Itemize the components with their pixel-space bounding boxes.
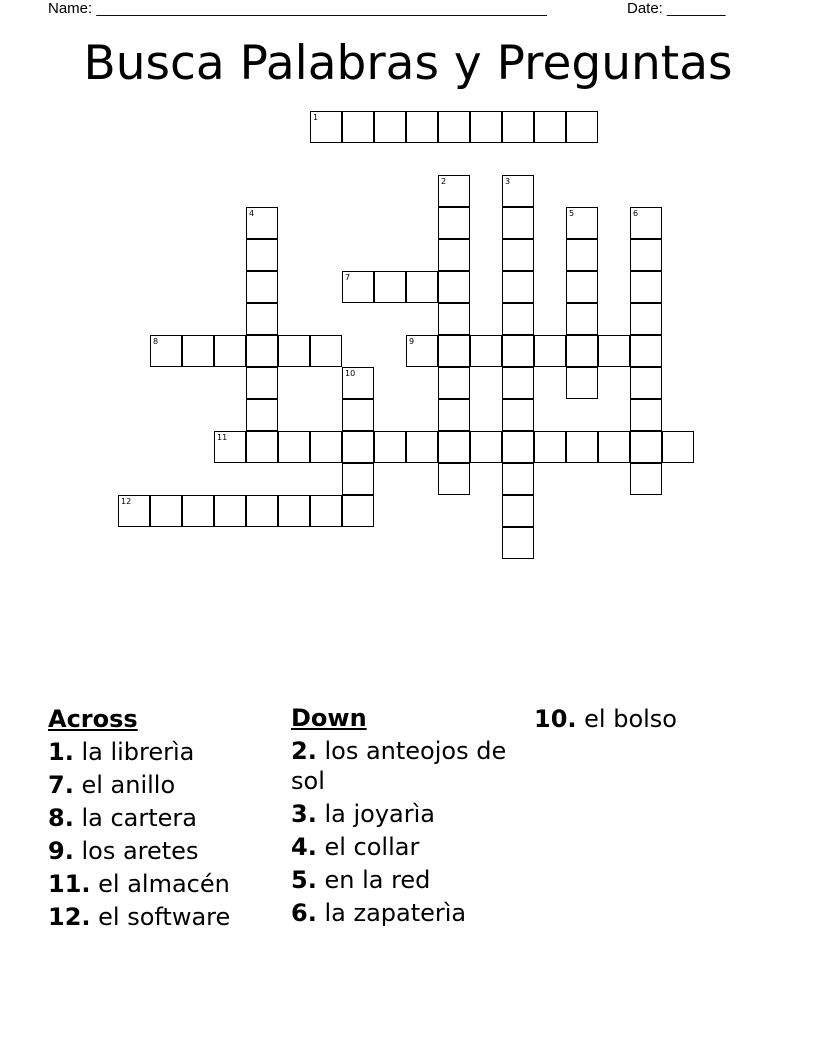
grid-cell[interactable]	[406, 431, 438, 463]
grid-cell[interactable]	[310, 335, 342, 367]
grid-cell[interactable]	[214, 431, 246, 463]
clue-text: el almacén	[98, 870, 230, 898]
clue-across-12	[48, 901, 284, 934]
cell-number: 6	[633, 209, 639, 218]
cell-number: 8	[153, 337, 159, 346]
grid-cell[interactable]	[566, 271, 598, 303]
clue-text: la zapaterìa	[324, 899, 467, 927]
grid-cell[interactable]	[310, 495, 342, 527]
grid-cell[interactable]	[438, 303, 470, 335]
grid-cell[interactable]	[534, 431, 566, 463]
grid-cell[interactable]	[438, 207, 470, 239]
grid-cell[interactable]	[534, 335, 566, 367]
grid-cell[interactable]	[566, 335, 598, 367]
grid-cell[interactable]	[502, 303, 534, 335]
clue-text: la joyarìa	[324, 800, 435, 828]
grid-cell[interactable]	[118, 495, 150, 527]
clue-across-7	[48, 769, 284, 802]
grid-cell[interactable]	[246, 399, 278, 431]
clue-number: 2.	[291, 737, 317, 765]
cell-number: 2	[441, 177, 447, 186]
cell-number: 3	[505, 177, 511, 186]
grid-cell[interactable]	[214, 335, 246, 367]
grid-cell[interactable]	[246, 335, 278, 367]
clue-text: el bolso	[584, 705, 677, 733]
clue-down-3	[291, 799, 527, 829]
clue-number: 5.	[291, 866, 317, 894]
across-clues	[48, 703, 284, 934]
grid-cell[interactable]	[342, 431, 374, 463]
cell-number: 11	[217, 433, 228, 442]
clue-text: el software	[98, 903, 231, 931]
grid-cell[interactable]	[630, 271, 662, 303]
grid-cell[interactable]	[438, 175, 470, 207]
grid-cell[interactable]	[246, 303, 278, 335]
grid-cell[interactable]	[374, 431, 406, 463]
grid-cell[interactable]	[502, 527, 534, 559]
cell-number: 12	[121, 497, 132, 506]
grid-cell[interactable]	[630, 431, 662, 463]
grid-cell[interactable]	[502, 431, 534, 463]
grid-cell[interactable]	[502, 271, 534, 303]
grid-cell[interactable]	[342, 111, 374, 143]
grid-cell[interactable]	[630, 335, 662, 367]
clue-down-4	[291, 832, 527, 862]
grid-cell[interactable]	[246, 367, 278, 399]
grid-cell[interactable]	[630, 463, 662, 495]
grid-cell[interactable]	[566, 111, 598, 143]
clue-text: la librerìa	[81, 738, 195, 766]
grid-cell[interactable]	[150, 495, 182, 527]
grid-cell[interactable]	[310, 431, 342, 463]
grid-cell[interactable]	[630, 399, 662, 431]
grid-cell[interactable]	[502, 207, 534, 239]
grid-cell[interactable]	[630, 303, 662, 335]
grid-cell[interactable]	[342, 463, 374, 495]
clue-number: 6.	[291, 899, 317, 927]
clue-text: el collar	[324, 833, 420, 861]
clue-text: los anteojos de sol	[291, 737, 507, 795]
cell-number: 10	[345, 369, 356, 378]
grid-cell[interactable]	[502, 111, 534, 143]
clue-down-6	[291, 898, 527, 928]
grid-cell[interactable]	[374, 271, 406, 303]
grid-cell[interactable]	[406, 111, 438, 143]
grid-cell[interactable]	[566, 239, 598, 271]
grid-cell[interactable]	[150, 335, 182, 367]
clue-number: 12.	[48, 903, 91, 931]
grid-cell[interactable]	[406, 335, 438, 367]
grid-cell[interactable]	[566, 431, 598, 463]
clue-text: el anillo	[81, 771, 176, 799]
cell-number: 1	[313, 113, 319, 122]
grid-cell[interactable]	[246, 271, 278, 303]
clue-number: 10.	[534, 705, 577, 733]
grid-cell[interactable]	[342, 399, 374, 431]
clue-number: 7.	[48, 771, 74, 799]
grid-cell[interactable]	[502, 175, 534, 207]
grid-cell[interactable]	[438, 367, 470, 399]
cell-number: 4	[249, 209, 255, 218]
grid-cell[interactable]	[566, 303, 598, 335]
clue-text: la cartera	[81, 804, 197, 832]
grid-cell[interactable]	[342, 271, 374, 303]
date-line: Date: _______	[627, 0, 726, 17]
clue-across-8	[48, 802, 284, 835]
grid-cell[interactable]	[438, 431, 470, 463]
grid-cell[interactable]	[502, 399, 534, 431]
grid-cell[interactable]	[438, 239, 470, 271]
grid-cell[interactable]	[246, 495, 278, 527]
grid-cell[interactable]	[502, 239, 534, 271]
grid-cell[interactable]	[470, 111, 502, 143]
grid-cell[interactable]	[566, 367, 598, 399]
grid-cell[interactable]	[630, 207, 662, 239]
grid-cell[interactable]	[374, 111, 406, 143]
down-heading: Down	[291, 704, 367, 732]
grid-cell[interactable]	[438, 399, 470, 431]
page-title: Busca Palabras y Preguntas	[83, 36, 733, 91]
grid-cell[interactable]	[310, 111, 342, 143]
grid-cell[interactable]	[278, 431, 310, 463]
grid-cell[interactable]	[470, 335, 502, 367]
down-clues	[291, 703, 527, 928]
grid-cell[interactable]	[662, 431, 694, 463]
clue-text: los aretes	[81, 837, 199, 865]
grid-cell[interactable]	[438, 111, 470, 143]
grid-cell[interactable]	[214, 495, 246, 527]
clue-number: 8.	[48, 804, 74, 832]
grid-cell[interactable]	[246, 239, 278, 271]
grid-cell[interactable]	[566, 207, 598, 239]
name-line: Name: ______________________________________________________	[48, 0, 547, 17]
grid-cell[interactable]	[470, 431, 502, 463]
grid-cell[interactable]	[502, 335, 534, 367]
grid-cell[interactable]	[278, 495, 310, 527]
grid-cell[interactable]	[502, 495, 534, 527]
grid-cell[interactable]	[598, 431, 630, 463]
grid-cell[interactable]	[438, 335, 470, 367]
grid-cell[interactable]	[342, 495, 374, 527]
clue-down-2	[291, 736, 527, 796]
grid-cell[interactable]	[406, 271, 438, 303]
grid-cell[interactable]	[246, 207, 278, 239]
grid-cell[interactable]	[182, 335, 214, 367]
grid-cell[interactable]	[246, 431, 278, 463]
grid-cell[interactable]	[502, 463, 534, 495]
clue-number: 11.	[48, 870, 91, 898]
clue-across-1	[48, 736, 284, 769]
clue-down-10	[534, 703, 774, 736]
grid-cell[interactable]	[438, 271, 470, 303]
across-heading: Across	[48, 705, 138, 733]
grid-cell[interactable]	[534, 111, 566, 143]
clue-across-11	[48, 868, 284, 901]
grid-cell[interactable]	[630, 367, 662, 399]
grid-cell[interactable]	[182, 495, 214, 527]
clue-text: en la red	[324, 866, 431, 894]
clue-number: 9.	[48, 837, 74, 865]
clue-across-9	[48, 835, 284, 868]
grid-cell[interactable]	[342, 367, 374, 399]
down-clues-continued	[534, 703, 774, 736]
grid-cell[interactable]	[630, 239, 662, 271]
cell-number: 9	[409, 337, 415, 346]
clue-number: 4.	[291, 833, 317, 861]
clue-down-5	[291, 865, 527, 895]
grid-cell[interactable]	[438, 463, 470, 495]
grid-cell[interactable]	[278, 335, 310, 367]
grid-cell[interactable]	[598, 335, 630, 367]
cell-number: 7	[345, 273, 351, 282]
grid-cell[interactable]	[502, 367, 534, 399]
cell-number: 5	[569, 209, 575, 218]
clue-number: 1.	[48, 738, 74, 766]
clue-number: 3.	[291, 800, 317, 828]
